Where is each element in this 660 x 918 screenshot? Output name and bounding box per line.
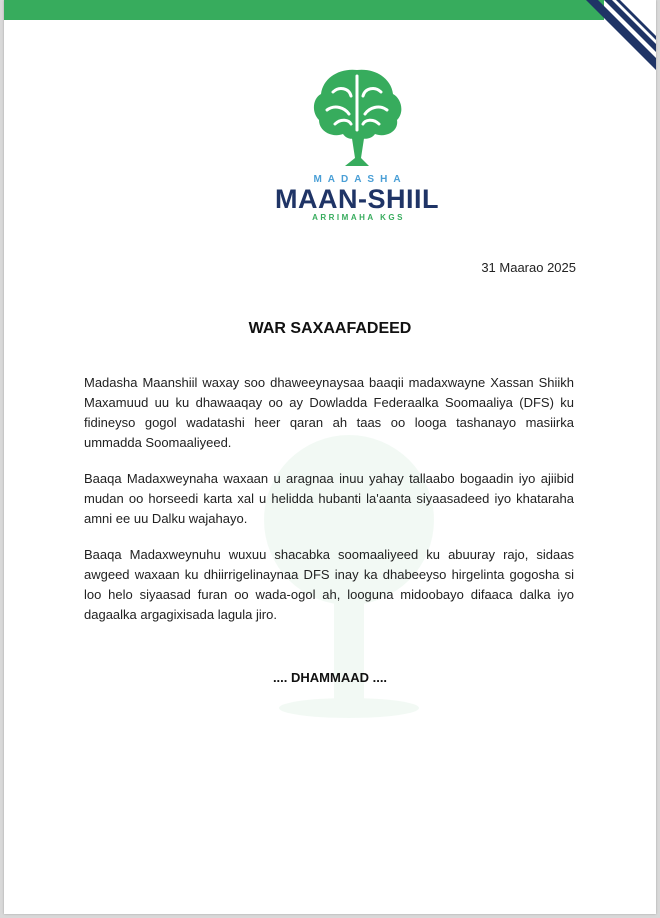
tree-brain-icon — [309, 66, 405, 170]
paragraph-2: Baaqa Madaxweynaha waxaan u aragnaa inuu yahay tallaabo bogaadin iyo ajiibid mudan oo horseedi karta xal u helidda hubanti la'aanta siyaasadeed iyo khataraha amni ee uu Dalku wajahayo. — [84, 471, 574, 526]
letter-date: 31 Maarao 2025 — [481, 260, 576, 275]
logo-main-word: MAAN-SHIIL — [275, 184, 439, 214]
corner-stripes — [586, 0, 656, 70]
logo-sub-word: ARRIMAHA KGS — [312, 213, 405, 222]
page-title: WAR SAXAAFADEED — [248, 320, 412, 337]
logo-top-word: MADASHA — [313, 174, 407, 185]
closing-line: .... DHAMMAAD .... — [272, 670, 388, 685]
letter-page — [4, 0, 656, 914]
paragraph-3: Baaqa Madaxweynuhu wuxuu shacabka soomaaliyeed ku abuuray rajo, sidaas awgeed waxaan ku dhiirrigelinaynaa DFS inay ka dhabeeyso hirgelinta gogosha si loo helo siyaasad furan oo wada-ogol ah, looguna midoobayo difaaca dalka iyo dagaalka argagixisada lagula jiro. — [84, 547, 574, 622]
paragraph-1: Madasha Maanshiil waxay soo dhaweeynaysaa baaqii madaxwayne Xassan Shiikh Maxamuud uu ku dhawaaqay oo ay Dowladda Federaalka Soomaaliya (DFS) ku fidineyso gogol wadatashi heer qaran ah taas oo looga tashanayo masiirka ummadda Soomaaliyeed. — [84, 375, 574, 450]
letter-body — [84, 373, 574, 641]
organization-logo — [272, 66, 442, 226]
header-green-bar — [4, 0, 604, 20]
